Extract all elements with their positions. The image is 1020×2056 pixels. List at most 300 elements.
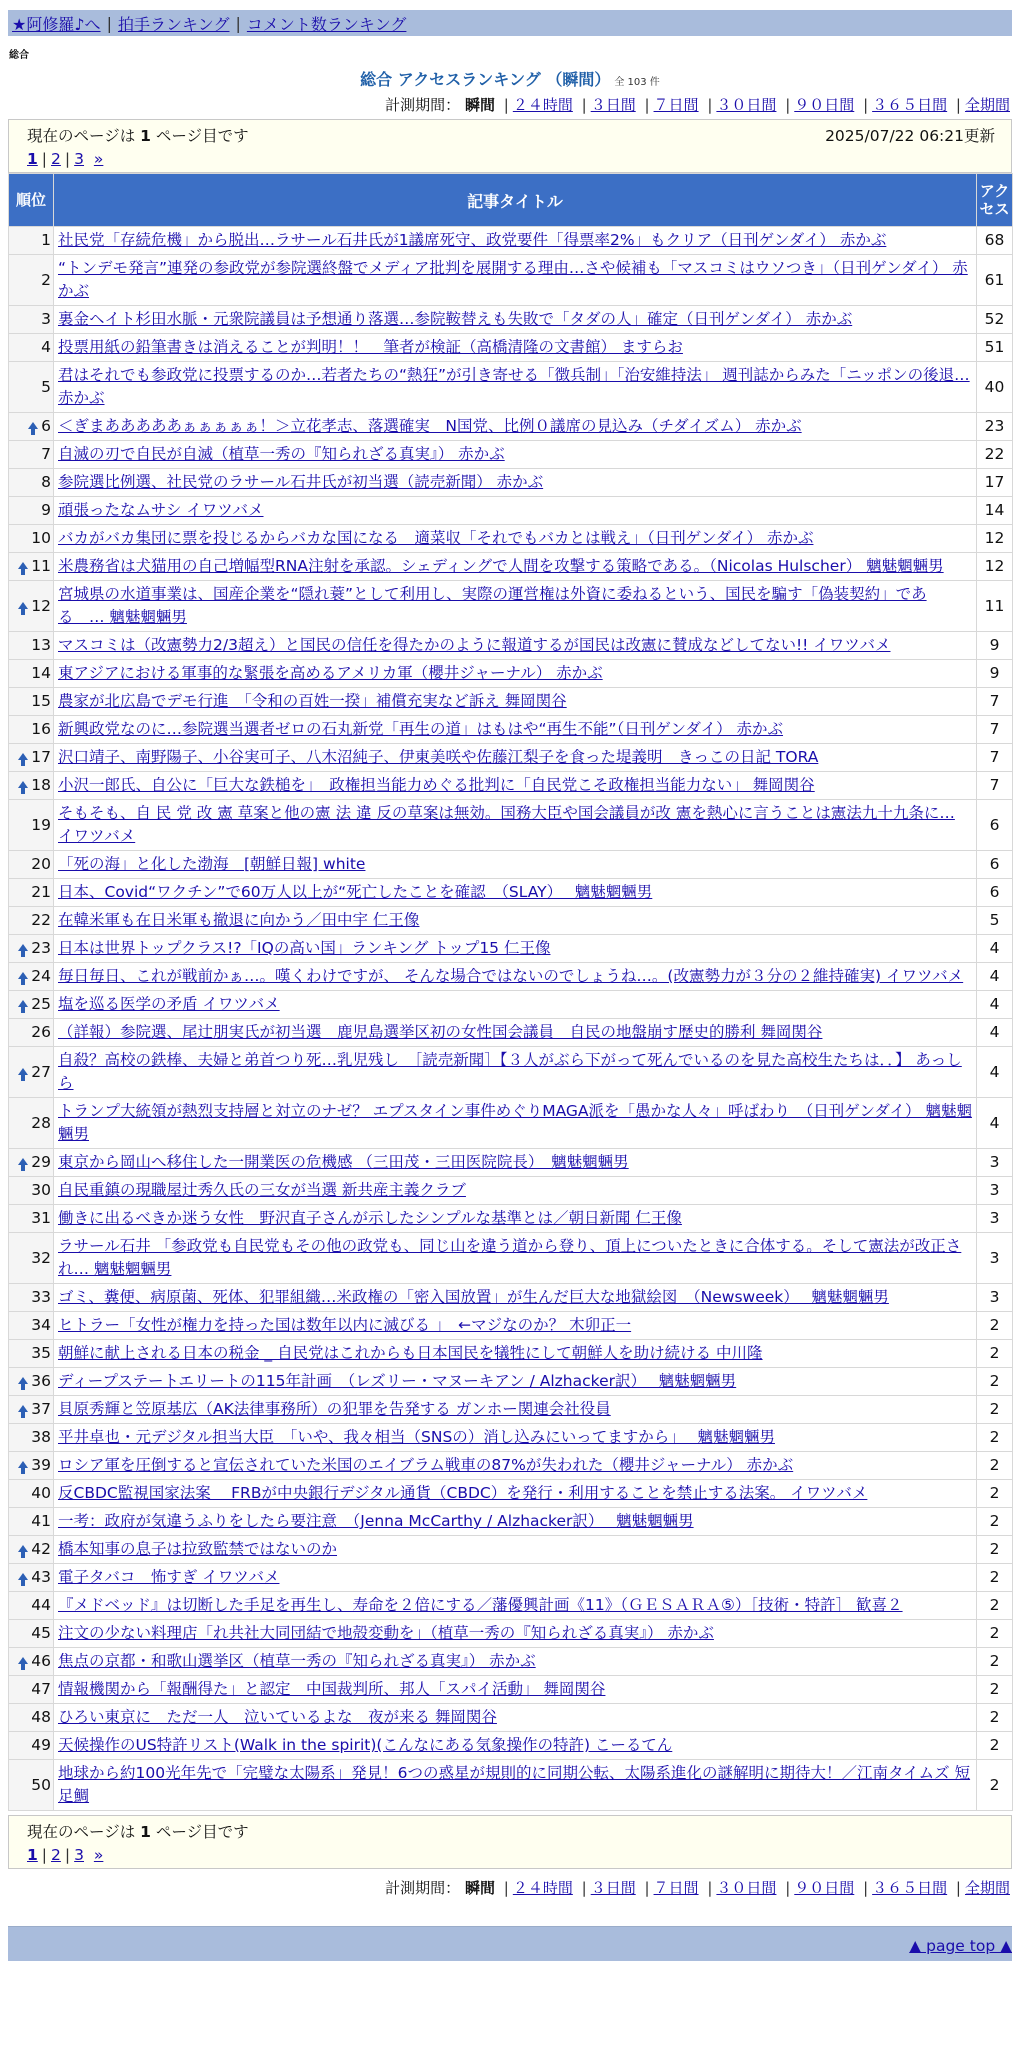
page-link-3[interactable]: 3 (74, 1846, 85, 1864)
article-title-link[interactable]: ラサール石井 「参政党も自民党もその他の政党も、同じ山を違う道から登り、頂上についたときに合体する。そして憲法が改正され… 魑魅魍魎男 (58, 1237, 962, 1278)
rank-cell (9, 1396, 54, 1424)
title-cell (54, 306, 977, 334)
period-separator: | (955, 96, 961, 114)
table-row (9, 1284, 1013, 1312)
article-title-link[interactable]: 裏金ヘイト杉田水脈・元衆院議員は予想通り落選…参院鞍替えも失敗で「タダの人」確定（日刊ゲンダイ） 赤かぶ (58, 310, 853, 328)
nav-separator: | (106, 13, 112, 33)
rank-cell (9, 963, 54, 991)
rank-number: 23 (31, 939, 51, 957)
rank-cell (9, 553, 54, 581)
article-title-link[interactable]: マスコミは（改憲勢力2/3超え）と国民の信任を得たかのように報道するが国民は改憲に賛成などしてない!! イワツバメ (58, 636, 891, 654)
rank-cell (9, 525, 54, 553)
nav-comment-ranking-link[interactable]: コメント数ランキング (246, 14, 407, 34)
rank-up-arrow-icon (18, 1068, 28, 1075)
access-count: 22 (977, 441, 1013, 469)
rank-number: 37 (31, 1400, 51, 1418)
rank-up-arrow-icon (18, 1573, 28, 1580)
page-link-next[interactable]: » (93, 1846, 104, 1864)
period-link-all[interactable]: 全期間 (964, 1879, 1010, 1897)
table-row (9, 632, 1013, 660)
table-row (9, 1368, 1013, 1396)
table-row (9, 1480, 1013, 1508)
access-count: 68 (977, 227, 1013, 255)
access-count: 17 (977, 469, 1013, 497)
title-cell (54, 1396, 977, 1424)
page-link-next[interactable]: » (93, 150, 104, 168)
table-row (9, 772, 1013, 800)
page-link-3[interactable]: 3 (74, 150, 85, 168)
rank-number: 40 (31, 1484, 51, 1502)
period-link-all[interactable]: 全期間 (964, 96, 1010, 114)
rank-cell (9, 1284, 54, 1312)
article-title-link[interactable]: 『メドベッド』は切断した手足を再生し、寿命を２倍にする／藩優興計画《11》（ＧＥＳＡＲＡ⑤）［技術・特許］ 歓喜２ (58, 1596, 903, 1614)
access-count: 2 (977, 1760, 1013, 1811)
table-row (9, 1564, 1013, 1592)
page-link-2[interactable]: 2 (51, 1846, 61, 1864)
title-cell (54, 851, 977, 879)
title-cell (54, 991, 977, 1019)
article-title-link[interactable]: ヒトラー「女性が権力を持った国は数年以内に滅びる 」 ←マジなのか？ 木卯正一 (58, 1316, 632, 1334)
table-row (9, 1340, 1013, 1368)
period-link-30d[interactable]: ３０日間 (716, 1879, 777, 1897)
access-count: 2 (977, 1592, 1013, 1620)
rank-number: 47 (31, 1680, 51, 1698)
access-count: 2 (977, 1396, 1013, 1424)
rank-number: 11 (31, 557, 51, 575)
title-cell (54, 1340, 977, 1368)
access-count: 7 (977, 716, 1013, 744)
article-title-link[interactable]: 注文の少ない料理店「れ共社大同団結で地殻変動を」（植草一秀の『知られざる真実』） 赤かぶ (58, 1624, 714, 1642)
period-link-365d[interactable]: ３６５日間 (872, 1879, 948, 1897)
rank-cell (9, 879, 54, 907)
table-row (9, 991, 1013, 1019)
rank-cell (9, 441, 54, 469)
title-cell (54, 1205, 977, 1233)
page-links-bottom (27, 1846, 995, 1864)
article-title-link[interactable]: “トンデモ発言”連発の参政党が参院選終盤でメディア批判を展開する理由…さや候補も「マスコミはウソつき」（日刊ゲンダイ） 赤かぶ (58, 259, 968, 300)
article-title-link[interactable]: 働きに出るべきか迷う女性 野沢直子さんが示したシンプルな基準とは／朝日新聞 仁王像 (58, 1209, 682, 1227)
rank-up-arrow-icon (18, 602, 28, 609)
access-count: 11 (977, 581, 1013, 632)
article-title-link[interactable]: （詳報）参院選、尾辻朋実氏が初当選 鹿児島選挙区初の女性国会議員 自民の地盤崩す歴史的勝利 舞岡関谷 (58, 1023, 823, 1041)
table-row (9, 1592, 1013, 1620)
period-label: 計測期間： (385, 1879, 461, 1897)
rank-number: 34 (31, 1316, 51, 1334)
page-top-row (0, 1937, 1020, 1955)
rank-number: 12 (31, 596, 51, 615)
page-separator: | (64, 1846, 71, 1864)
rank-cell (9, 1676, 54, 1704)
pager-info (27, 124, 995, 146)
period-link-24h[interactable]: ２４時間 (512, 1879, 573, 1897)
title-cell (54, 800, 977, 851)
rank-number: 17 (31, 748, 51, 766)
title-cell (54, 1019, 977, 1047)
period-link-30d[interactable]: ３０日間 (716, 96, 777, 114)
access-count: 4 (977, 935, 1013, 963)
access-count: 6 (977, 851, 1013, 879)
title-cell (54, 1732, 977, 1760)
title-cell (54, 772, 977, 800)
page-title: 総合 アクセスランキング （瞬間） (360, 70, 611, 89)
rank-up-arrow-icon (18, 1657, 28, 1664)
title-cell (54, 1508, 977, 1536)
page-top-link[interactable]: ▲ page top ▲ (909, 1937, 1012, 1955)
table-row (9, 1396, 1013, 1424)
rank-cell (9, 1312, 54, 1340)
title-cell (54, 1480, 977, 1508)
rank-number: 50 (31, 1775, 51, 1794)
pager-text-post: ページ目です (155, 127, 249, 145)
table-row (9, 1098, 1013, 1149)
title-cell (54, 1424, 977, 1452)
rank-up-arrow-icon (18, 1377, 28, 1384)
table-row (9, 525, 1013, 553)
access-count: 61 (977, 255, 1013, 306)
period-separator: | (581, 1879, 587, 1897)
table-row (9, 963, 1013, 991)
article-title-link[interactable]: 情報機関から「報酬得た」と認定 中国裁判所、邦人「スパイ活動」 舞岡関谷 (58, 1680, 606, 1698)
current-page-text (27, 124, 249, 146)
rank-cell (9, 1019, 54, 1047)
period-selector-bottom (0, 1877, 1020, 1898)
rank-cell (9, 306, 54, 334)
rank-cell (9, 497, 54, 525)
rank-cell (9, 1620, 54, 1648)
article-title-link[interactable]: 頑張ったなムサシ イワツバメ (58, 501, 264, 519)
title-cell (54, 1312, 977, 1340)
period-link-365d[interactable]: ３６５日間 (872, 96, 948, 114)
table-row (9, 851, 1013, 879)
rank-number: 22 (31, 911, 51, 929)
ranking-table-body (9, 227, 1013, 1811)
article-title-link[interactable]: そもそも、自 民 党 改 憲 草案と他の憲 法 違 反の草案は無効。国務大臣や国会議員が改 憲を熱心に言うことは憲法九十九条に… イワツバメ (58, 804, 955, 845)
article-title-link[interactable]: ディープステートエリートの115年計画 （レズリー・マヌーキアン / Alzhacker訳） 魑魅魍魎男 (58, 1372, 737, 1390)
article-title-link[interactable]: 橋本知事の息子は拉致監禁ではないのか (58, 1540, 338, 1558)
rank-up-arrow-icon (18, 1158, 28, 1165)
rank-cell (9, 1047, 54, 1098)
article-title-link[interactable]: 毎日毎日、これが戦前かぁ…。嘆くわけですが、 そんな場合ではないのでしょうね…。(改憲勢力が３分の２維持確実) イワツバメ (58, 967, 964, 985)
article-title-link[interactable]: 自滅の刃で自民が自滅（植草一秀の『知られざる真実』） 赤かぶ (58, 445, 505, 463)
title-cell (54, 255, 977, 306)
article-title-link[interactable]: 日本は世界トップクラス!?「IQの高い国」ランキング トップ15 仁王像 (58, 939, 551, 957)
period-separator: | (785, 1879, 791, 1897)
period-separator: | (503, 96, 509, 114)
access-count: 52 (977, 306, 1013, 334)
title-cell (54, 1368, 977, 1396)
title-cell (54, 553, 977, 581)
article-title-link[interactable]: 参院選比例選、社民党のラサール石井氏が初当選（読売新聞） 赤かぶ (58, 473, 544, 491)
rank-number: 29 (31, 1153, 51, 1171)
period-separator: | (644, 96, 650, 114)
rank-cell (9, 800, 54, 851)
table-header-row (9, 174, 1013, 227)
article-title-link[interactable]: 自殺？高校の鉄棒、夫婦と弟首つり死…乳児残し ［読売新聞］【３人がぶら下がって死んでいるのを見た高校生たちは．．】 あっしら (58, 1051, 962, 1092)
rank-up-arrow-icon (18, 753, 28, 760)
title-cell (54, 1149, 977, 1177)
table-row (9, 1047, 1013, 1098)
article-title-link[interactable]: 宮城県の水道事業は、国産企業を“隠れ蓑”として利用し、実際の運営権は外資に委ねるという、国民を騙す「偽装契約」である … 魑魅魍魎男 (58, 585, 927, 626)
table-row (9, 441, 1013, 469)
access-count: 3 (977, 1233, 1013, 1284)
rank-number: 35 (31, 1344, 51, 1362)
access-count: 40 (977, 362, 1013, 413)
access-count: 9 (977, 660, 1013, 688)
access-count: 2 (977, 1368, 1013, 1396)
period-link-90d[interactable]: ９０日間 (794, 96, 855, 114)
table-row (9, 227, 1013, 255)
header-rank: 順位 (9, 174, 54, 227)
access-count: 6 (977, 879, 1013, 907)
access-count: 12 (977, 525, 1013, 553)
period-link-24h[interactable]: ２４時間 (512, 96, 573, 114)
table-row (9, 907, 1013, 935)
article-title-link[interactable]: 投票用紙の鉛筆書きは消えることが判明！！ 筆者が検証（高橋清隆の文書館） ますらお (58, 338, 683, 356)
access-count: 2 (977, 1508, 1013, 1536)
rank-number: 9 (41, 501, 51, 519)
table-row (9, 1149, 1013, 1177)
rank-cell (9, 1177, 54, 1205)
title-cell (54, 1452, 977, 1480)
title-cell (54, 963, 977, 991)
table-row (9, 1760, 1013, 1811)
rank-number: 25 (31, 995, 51, 1013)
rank-number: 4 (41, 338, 51, 356)
period-selector-top (0, 94, 1020, 115)
rank-number: 7 (41, 445, 51, 463)
page-separator: | (64, 150, 71, 168)
rank-number: 43 (31, 1568, 51, 1586)
table-row (9, 497, 1013, 525)
table-row (9, 362, 1013, 413)
article-title-link[interactable]: 新興政党なのに…参院選当選者ゼロの石丸新党「再生の道」はもはや“再生不能”（日刊ゲンダイ） 赤かぶ (58, 720, 784, 738)
title-cell (54, 1284, 977, 1312)
rank-cell (9, 334, 54, 362)
page-links (27, 150, 995, 168)
access-count: 2 (977, 1536, 1013, 1564)
table-row (9, 306, 1013, 334)
article-title-link[interactable]: 地球から約100光年先で「完璧な太陽系」発見！6つの惑星が規則的に同期公転、太陽系進化の謎解明に期待大！／江南タイムズ 短足鯛 (58, 1764, 971, 1805)
rank-number: 41 (31, 1512, 51, 1530)
table-row (9, 1177, 1013, 1205)
rank-cell (9, 991, 54, 1019)
period-link-3d[interactable]: ３日間 (590, 1879, 636, 1897)
table-row (9, 1508, 1013, 1536)
page-link-current[interactable]: 1 (27, 1846, 38, 1864)
article-title-link[interactable]: ロシア軍を圧倒すると宣伝されていた米国のエイブラム戦車の87%が失われた（櫻井ジャーナル） 赤かぶ (58, 1456, 794, 1474)
article-title-link[interactable]: 平井卓也・元デジタル担当大臣 「いや、我々相当（SNSの）消し込みにいってますから」 魑魅魍魎男 (58, 1428, 775, 1446)
rank-number: 39 (31, 1456, 51, 1474)
rank-cell (9, 1340, 54, 1368)
rank-cell (9, 1732, 54, 1760)
rank-cell (9, 1592, 54, 1620)
rank-cell (9, 255, 54, 306)
article-title-link[interactable]: トランプ大統領が熱烈支持層と対立のナゼ？ エプスタイン事件めぐりMAGA派を「愚かな人々」呼ばわり （日刊ゲンダイ） 魑魅魍魎男 (58, 1102, 972, 1143)
access-count: 4 (977, 1098, 1013, 1149)
rank-number: 1 (41, 231, 51, 249)
table-row (9, 660, 1013, 688)
period-link-90d[interactable]: ９０日間 (794, 1879, 855, 1897)
period-link-7d[interactable]: ７日間 (653, 96, 699, 114)
pager-page-number: 1 (140, 1823, 151, 1841)
table-row (9, 716, 1013, 744)
article-title-link[interactable]: ＜ぎまあああああぁぁぁぁぁ！＞立花孝志、落選確実 N国党、比例０議席の見込み（チダイズム） 赤かぶ (58, 417, 802, 435)
article-title-link[interactable]: 東アジアにおける軍事的な緊張を高めるアメリカ軍（櫻井ジャーナル） 赤かぶ (58, 664, 603, 682)
title-cell (54, 1564, 977, 1592)
access-count: 2 (977, 1732, 1013, 1760)
article-title-link[interactable]: 焦点の京都・和歌山選挙区（植草一秀の『知られざる真実』） 赤かぶ (58, 1652, 536, 1670)
period-separator: | (863, 96, 869, 114)
title-cell (54, 1592, 977, 1620)
page-link-current[interactable]: 1 (27, 150, 38, 168)
access-count: 23 (977, 413, 1013, 441)
article-title-link[interactable]: 小沢一郎氏、自公に「巨大な鉄槌を」 政権担当能力めぐる批判に「自民党こそ政権担当能力ない」 舞岡関谷 (58, 776, 815, 794)
access-count: 3 (977, 1149, 1013, 1177)
title-cell (54, 688, 977, 716)
article-title-link[interactable]: 社民党「存続危機」から脱出…ラサール石井氏が1議席死守、政党要件「得票率2%」もクリア（日刊ゲンダイ） 赤かぶ (58, 231, 887, 249)
article-title-link[interactable]: 貝原秀輝と笠原基広（AK法律事務所）の犯罪を告発する ガンホー関連会社役員 (58, 1400, 611, 1418)
rank-number: 8 (41, 473, 51, 491)
title-cell (54, 1760, 977, 1811)
rank-number: 3 (41, 310, 51, 328)
period-separator: | (581, 96, 587, 114)
top-nav-bar (8, 10, 1012, 36)
article-title-link[interactable]: 日本、Covid“ワクチン”で60万人以上が“死亡したことを確認 （SLAY） 魑魅魍魎男 (58, 883, 653, 901)
access-count: 4 (977, 1047, 1013, 1098)
rank-number: 32 (31, 1248, 51, 1267)
rank-number: 24 (31, 967, 51, 985)
access-count: 6 (977, 800, 1013, 851)
table-row (9, 1676, 1013, 1704)
rank-cell (9, 1233, 54, 1284)
rank-up-arrow-icon (28, 422, 38, 429)
access-count: 4 (977, 1019, 1013, 1047)
title-cell (54, 1098, 977, 1149)
rank-number: 49 (31, 1736, 51, 1754)
header-title: 記事タイトル (54, 174, 977, 227)
rank-cell (9, 1648, 54, 1676)
article-title-link[interactable]: 君はそれでも参政党に投票するのか…若者たちの“熱狂”が引き寄せる「徴兵制」「治安維持法」 週刊誌からみた「ニッポンの後退… 赤かぶ (58, 366, 970, 407)
period-separator: | (863, 1879, 869, 1897)
rank-number: 30 (31, 1181, 51, 1199)
pager-top (8, 119, 1012, 173)
table-row (9, 1536, 1013, 1564)
rank-number: 45 (31, 1624, 51, 1642)
article-title-link[interactable]: ゴミ、糞便、病原菌、死体、犯罪組織…米政権の「密入国放置」が生んだ巨大な地獄絵図 （Newsweek） 魑魅魍魎男 (58, 1288, 889, 1306)
page-separator: | (41, 150, 48, 168)
article-title-link[interactable]: バカがバカ集団に票を投じるからバカな国になる 適菜収「それでもバカとは戦え」（日刊ゲンダイ） 赤かぶ (58, 529, 814, 547)
article-title-link[interactable]: 反CBDC監視国家法案 FRBが中央銀行デジタル通貨（CBDC）を発行・利用することを禁止する法案。 イワツバメ (58, 1484, 868, 1502)
rank-number: 33 (31, 1288, 51, 1306)
rank-number: 21 (31, 883, 51, 901)
nav-home-link[interactable]: ★阿修羅♪へ (12, 14, 101, 34)
table-row (9, 581, 1013, 632)
article-title-link[interactable]: 「死の海」と化した渤海 [朝鮮日報] white (58, 855, 366, 873)
rank-cell (9, 1760, 54, 1811)
table-row (9, 255, 1013, 306)
table-row (9, 1312, 1013, 1340)
rank-cell (9, 227, 54, 255)
access-count: 2 (977, 1620, 1013, 1648)
title-cell (54, 632, 977, 660)
page-title-row (0, 67, 1020, 90)
rank-number: 5 (41, 377, 51, 396)
access-count: 14 (977, 497, 1013, 525)
nav-applause-ranking-link[interactable]: 拍手ランキング (117, 14, 230, 34)
pager-text-pre: 現在のページは (27, 1823, 136, 1841)
article-title-link[interactable]: 一考：政府が気違うふりをしたら要注意 （Jenna McCarthy / Alzhacker訳） 魑魅魍魎男 (58, 1512, 694, 1530)
article-title-link[interactable]: 朝鮮に献上される日本の税金 _ 自民党はこれからも日本国民を犠牲にして朝鮮人を助け続ける 中川隆 (58, 1344, 763, 1362)
table-row (9, 1019, 1013, 1047)
article-title-link[interactable]: 電子タバコ 怖すぎ イワツバメ (58, 1568, 280, 1586)
article-title-link[interactable]: 東京から岡山へ移住した一開業医の危機感 （三田茂・三田医院院長） 魑魅魍魎男 (58, 1153, 629, 1171)
title-cell (54, 1177, 977, 1205)
rank-number: 19 (31, 815, 51, 834)
access-count: 7 (977, 772, 1013, 800)
rank-cell (9, 1704, 54, 1732)
article-title-link[interactable]: 在韓米軍も在日米軍も撤退に向かう／田中宇 仁王像 (58, 911, 420, 929)
article-title-link[interactable]: 塩を巡る医学の矛盾 イワツバメ (58, 995, 280, 1013)
rank-cell (9, 1149, 54, 1177)
rank-number: 44 (31, 1596, 51, 1614)
table-row (9, 469, 1013, 497)
table-row (9, 1648, 1013, 1676)
rank-number: 16 (31, 720, 51, 738)
article-title-link[interactable]: 自民重鎮の現職屋辻秀久氏の三女が当選 新共産主義クラブ (58, 1181, 466, 1199)
access-count: 2 (977, 1676, 1013, 1704)
rank-cell (9, 1424, 54, 1452)
period-link-3d[interactable]: ３日間 (590, 96, 636, 114)
rank-cell (9, 469, 54, 497)
access-count: 9 (977, 632, 1013, 660)
table-row (9, 688, 1013, 716)
table-row (9, 800, 1013, 851)
rank-up-arrow-icon (18, 1545, 28, 1552)
table-row (9, 1620, 1013, 1648)
table-row (9, 413, 1013, 441)
table-row (9, 1732, 1013, 1760)
page-link-2[interactable]: 2 (51, 150, 61, 168)
period-link-7d[interactable]: ７日間 (653, 1879, 699, 1897)
rank-number: 48 (31, 1708, 51, 1726)
title-cell (54, 413, 977, 441)
title-cell (54, 1233, 977, 1284)
rank-cell (9, 907, 54, 935)
rank-cell (9, 1536, 54, 1564)
article-title-link[interactable]: ひろい東京に ただ一人 泣いているよな 夜が来る 舞岡関谷 (58, 1708, 497, 1726)
access-count: 5 (977, 907, 1013, 935)
article-title-link[interactable]: 米農務省は犬猫用の自己増幅型RNA注射を承認。シェディングで人間を攻撃する策略である。（Nicolas Hulscher） 魑魅魍魎男 (58, 557, 944, 575)
rank-number: 13 (31, 636, 51, 654)
article-title-link[interactable]: 天候操作のUS特許リスト(Walk in the spirit)(こんなにある気象操作の特許) こーるてん (58, 1736, 673, 1754)
rank-number: 20 (31, 855, 51, 873)
title-cell (54, 879, 977, 907)
title-cell (54, 362, 977, 413)
page-separator: | (41, 1846, 48, 1864)
pager-bottom (8, 1815, 1012, 1869)
article-title-link[interactable]: 農家が北広島でデモ行進 「令和の百姓一揆」補償充実など訴え 舞岡関谷 (58, 692, 567, 710)
header-access: アクセス (977, 174, 1013, 227)
access-count: 7 (977, 688, 1013, 716)
current-page-text-bottom (27, 1820, 249, 1842)
rank-up-arrow-icon (18, 972, 28, 979)
title-cell (54, 744, 977, 772)
access-count: 2 (977, 1480, 1013, 1508)
access-count: 2 (977, 1452, 1013, 1480)
title-cell (54, 935, 977, 963)
article-title-link[interactable]: 沢口靖子、南野陽子、小谷実可子、八木沼純子、伊東美咲や佐藤江梨子を食った堤義明 きっこの日記 TORA (58, 748, 819, 766)
rank-cell (9, 632, 54, 660)
